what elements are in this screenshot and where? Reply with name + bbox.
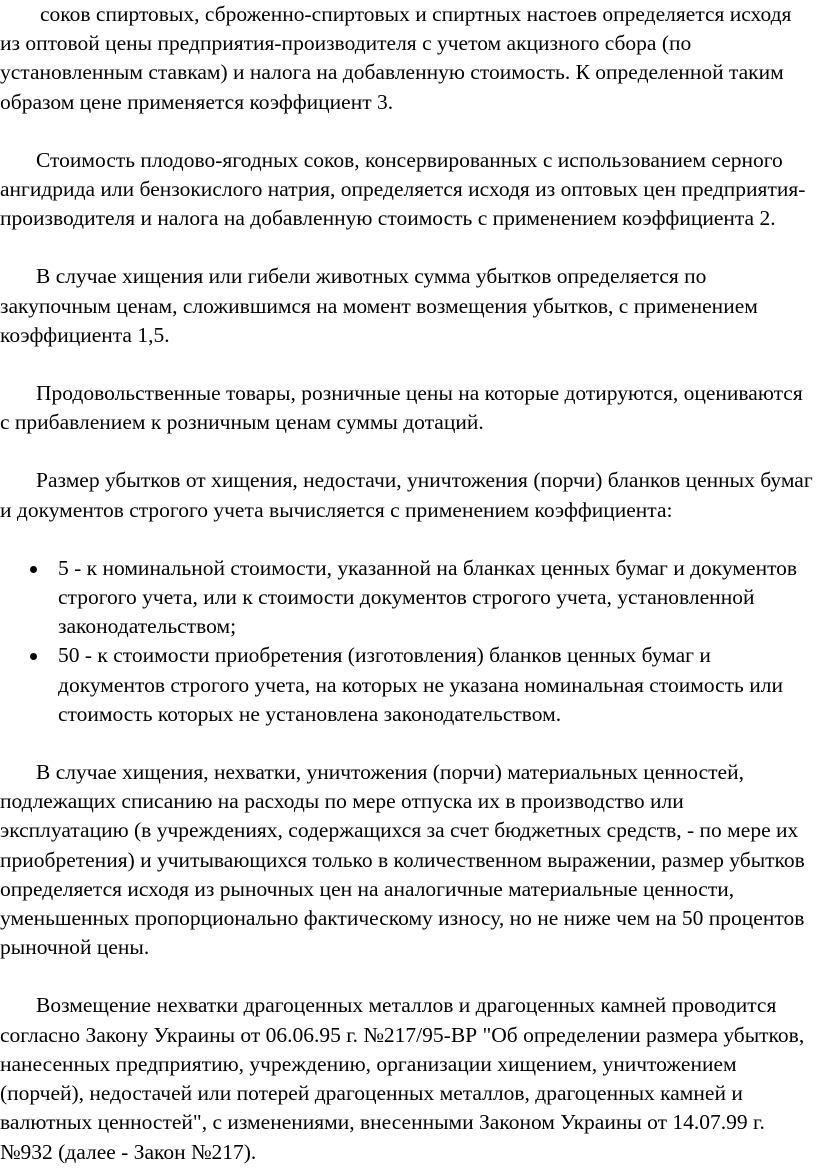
list-item bbox=[0, 641, 816, 729]
list-item bbox=[0, 554, 816, 642]
paragraph-material-values: В случае хищения, нехватки, уничтожения (порчи) материальных ценностей, подлежащих списанию на расходы по мере отпуска их в производство или эксплуатацию (в учреждениях, содержащихся за счет бюджетных средств, - по мере их приобретения) и учитывающихся только в количественном выражении, размер убытков определяется исходя из рыночных цен на аналогичные материальные ценности, уменьшенных пропорционально фактическому износу, но не ниже чем на 50 процентов рыночной цены. bbox=[0, 760, 805, 960]
paragraph-gap bbox=[0, 350, 816, 379]
paragraph-preserved-juices: Стоимость плодово-ягодных соков, консервированных с использованием серного ангидрида или бензокислого натрия, определяется исходя из оптовых цен предприятия-производителя и налога на добавленную стоимость с применением коэффициента 2. bbox=[0, 147, 806, 231]
list-item-text: 5 - к номинальной стоимости, указанной на бланках ценных бумаг и документов строгого учета, или к стоимости документов строгого учета, установленной законодательством; bbox=[58, 555, 798, 639]
coefficient-list bbox=[0, 554, 816, 729]
paragraph-animals-loss: В случае хищения или гибели животных сумма убытков определяется по закупочным ценам, сложившимся на момент возмещения убытков, с применением коэффициента 1,5. bbox=[0, 264, 758, 347]
paragraph-fruit-juices-alcohol: соков спиртовых, сброженно-спиртовых и спиртных настоев определяется исходя из оптовой цены предприятия-производителя с учетом акцизного сбора (по установленным ставкам) и налога на добавленную стоимость. К определенной таким образом цене применяется коэффициент 3. bbox=[0, 2, 792, 114]
bullet-icon bbox=[30, 566, 37, 573]
paragraph-securities-forms: Размер убытков от хищения, недостачи, уничтожения (порчи) бланков ценных бумаг и документов строгого учета вычисляется с применением коэффициента: bbox=[0, 468, 813, 522]
paragraph-gap bbox=[0, 233, 816, 262]
paragraph-gap bbox=[0, 729, 816, 758]
bullet-icon bbox=[30, 653, 37, 660]
paragraph-precious-metals: Возмещение нехватки драгоценных металлов и драгоценных камней проводится согласно Закону Украины от 06.06.95 г. №217/95-ВР "Об определении размера убытков, нанесенных предприятию, учреждению, организации хищением, уничтожением (порчей), недостачей или потерей драгоценных металлов, драгоценных камней и валютных ценностей", с изменениями, внесенными Законом Украины от 14.07.99 г. №932 (далее - Закон №217). bbox=[0, 993, 805, 1164]
list-item-text: 50 - к стоимости приобретения (изготовления) бланков ценных бумаг и документов строгого учета, на которых не указана номинальная стоимость или стоимость которых не установлена законодательством. bbox=[58, 643, 783, 726]
paragraph-gap bbox=[0, 525, 816, 554]
paragraph-gap bbox=[0, 962, 816, 991]
paragraph-subsidized-food: Продовольственные товары, розничные цены на которые дотируются, оцениваются с прибавлением к розничным ценам суммы дотаций. bbox=[0, 381, 803, 435]
paragraph-gap bbox=[0, 437, 816, 466]
paragraph-gap bbox=[0, 117, 816, 146]
